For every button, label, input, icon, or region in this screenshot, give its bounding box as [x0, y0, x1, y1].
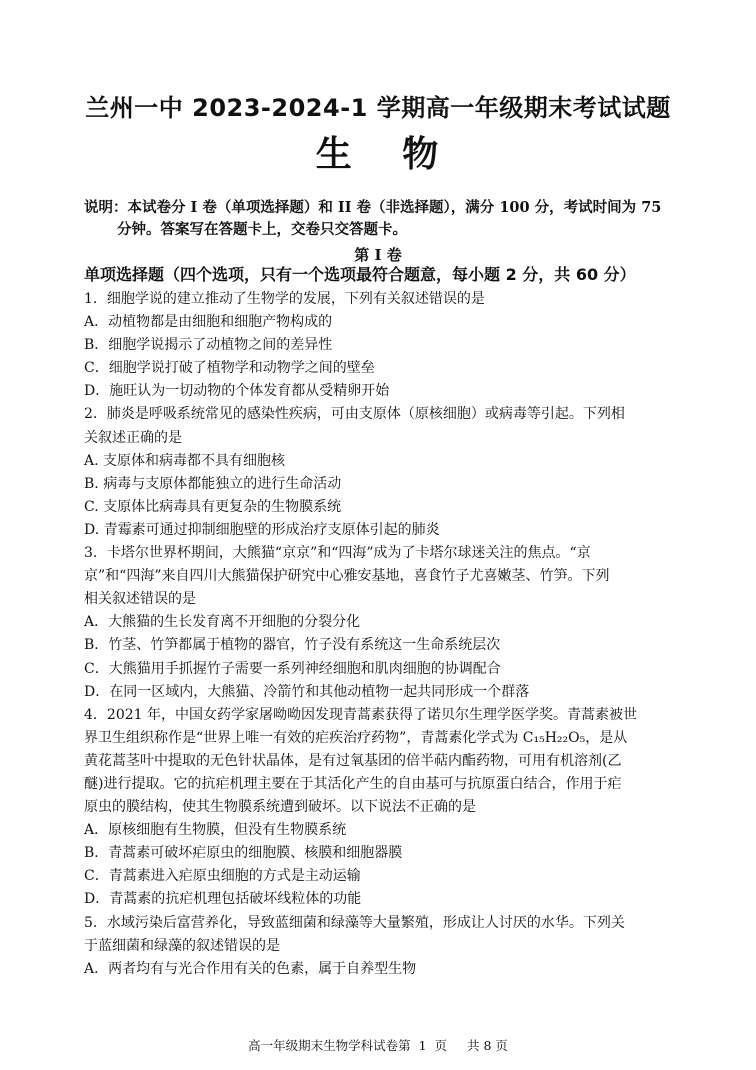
- question-1: [84, 288, 682, 403]
- subject-title: 生 物: [315, 134, 441, 175]
- option-a: A. 支原体和病毒都不具有细胞核: [84, 452, 286, 469]
- option-c: C．大熊猫用手抓握竹子需要一系列神经细胞和肌肉细胞的协调配合: [84, 660, 501, 677]
- question-stem-line: 于蓝细菌和绿藻的叙述错误的是: [84, 937, 280, 954]
- page-footer: [0, 1036, 756, 1054]
- footer-page-suffix: 页: [434, 1038, 448, 1053]
- option-a: A．原核细胞有生物膜，但没有生物膜系统: [84, 822, 347, 839]
- question-stem-line: 醚)进行提取。它的抗疟机理主要在于其活化产生的自由基可与抗原蛋白结合，作用于疟: [84, 775, 622, 792]
- option-d: D．青蒿素的抗疟机理包括破坏线粒体的功能: [84, 891, 362, 908]
- instructions-line-2: 分钟。答案写在答题卡上，交卷只交答题卡。: [117, 221, 407, 238]
- question-stem-line: 原虫的膜结构，使其生物膜系统遭到破坏。以下说法不正确的是: [84, 799, 476, 816]
- instructions: [84, 197, 684, 241]
- option-a: A．两者均有与光合作用有关的色素，属于自养型生物: [84, 960, 417, 977]
- question-3: [84, 542, 682, 704]
- option-b: B．青蒿素可破坏疟原虫的细胞膜、核膜和细胞器膜: [84, 845, 403, 862]
- exam-title: 兰州一中 2023-2024-1 学期高一年级期末考试试题: [85, 94, 671, 122]
- instructions-line-1: 说明：本试卷分 I 卷（单项选择题）和 II 卷（非选择题），满分 100 分，考试时间为 75: [84, 199, 662, 216]
- option-a: A．动植物都是由细胞和细胞产物构成的: [84, 314, 333, 331]
- section-heading: 单项选择题（四个选项，只有一个选项最符合题意，每小题 2 分，共 60 分）: [84, 265, 636, 284]
- option-c: C．细胞学说打破了植物学和动物学之间的壁垒: [84, 360, 375, 377]
- option-d: D．施旺认为一切动物的个体发育都从受精卵开始: [84, 383, 390, 400]
- option-b: B．细胞学说揭示了动植物之间的差异性: [84, 337, 333, 354]
- option-b: B．竹茎、竹笋都属于植物的器官，竹子没有系统这一生命系统层次: [84, 637, 501, 654]
- question-5: [84, 912, 682, 981]
- question-stem-line: 京”和“四海”来自四川大熊猫保护研究中心雅安基地，喜食竹子尤喜嫩茎、竹笋。下列: [84, 568, 610, 585]
- option-c: C．青蒿素进入疟原虫细胞的方式是主动运输: [84, 868, 361, 885]
- question-4: [84, 704, 682, 912]
- question-2: [84, 403, 682, 542]
- option-d: D．在同一区域内，大熊猫、冷箭竹和其他动植物一起共同形成一个群落: [84, 683, 530, 700]
- question-stem-line: 5．水域污染后富营养化，导致蓝细菌和绿藻等大量繁殖，形成让人讨厌的水华。下列关: [84, 914, 625, 931]
- question-stem-line: 3．卡塔尔世界杯期间，大熊猫“京京”和“四海”成为了卡塔尔球迷关注的焦点。“京: [84, 545, 591, 562]
- question-stem-line: 界卫生组织称作是“世界上唯一有效的疟疾治疗药物”，青蒿素化学式为 C₁₅H₂₂O₅，是从: [84, 729, 628, 746]
- question-list: [84, 288, 682, 981]
- question-stem-line: 关叙述正确的是: [84, 429, 182, 446]
- option-c: C. 支原体比病毒具有更复杂的生物膜系统: [84, 498, 342, 515]
- question-stem-line: 相关叙述错误的是: [84, 591, 196, 608]
- question-stem-line: 2．肺炎是呼吸系统常见的感染性疾病，可由支原体（原核细胞）或病毒等引起。下列相: [84, 406, 625, 423]
- option-d: D. 青霉素可通过抑制细胞壁的形成治疗支原体引起的肺炎: [84, 521, 440, 538]
- footer-total-pages: 共 8 页: [467, 1038, 508, 1053]
- question-stem-line: 黄花蒿茎叶中提取的无色针状晶体，是有过氧基团的倍半萜内酯药物，可用有机溶剂(乙: [84, 752, 622, 769]
- option-a: A．大熊猫的生长发育离不开细胞的分裂分化: [84, 614, 361, 631]
- option-b: B. 病毒与支原体都能独立的进行生命活动: [84, 475, 342, 492]
- part-title: 第 I 卷: [354, 246, 402, 264]
- footer-page-number: 1: [418, 1038, 427, 1053]
- footer-label: 高一年级期末生物学科试卷第: [248, 1038, 411, 1053]
- question-stem-line: 4．2021 年，中国女药学家屠呦呦因发现青蒿素获得了诺贝尔生理学医学奖。青蒿素被世: [84, 706, 637, 723]
- question-stem-line: 1．细胞学说的建立推动了生物学的发展，下列有关叙述错误的是: [84, 291, 485, 307]
